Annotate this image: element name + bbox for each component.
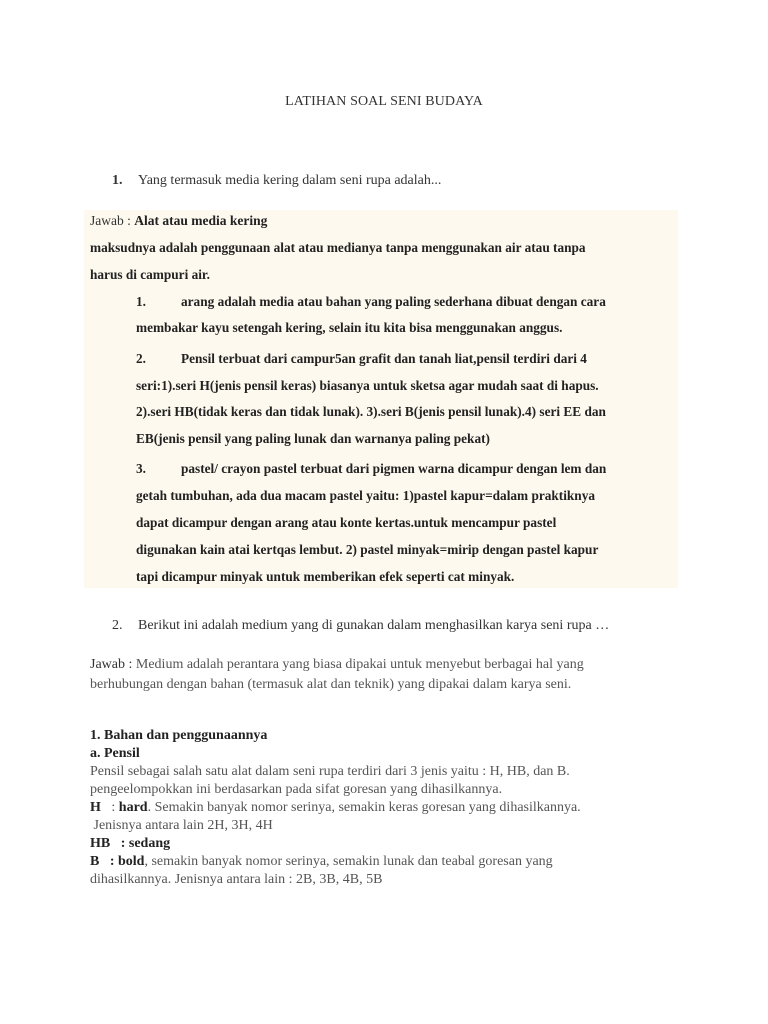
answer-1-item-line: EB(jenis pensil yang paling lunak dan warnanya paling pekat) (136, 431, 490, 446)
answer-1-item-line: Pensil terbuat dari campur5an grafit dan tanah liat,pensil terdiri dari 4 (181, 351, 587, 366)
pencil-type-h-examples: Jenisnya antara lain 2H, 3H, 4H (90, 818, 273, 833)
pencil-desc: . Semakin banyak nomor serinya, semakin keras goresan yang dihasilkannya. (147, 800, 581, 815)
question-1 (112, 173, 441, 189)
section-paragraph: pengeelompokkan ini berdasarkan pada sifat goresan yang dihasilkannya. (90, 782, 503, 797)
pencil-term: hard (118, 800, 148, 815)
answer-label: Jawab : (90, 213, 135, 228)
answer-1-line: harus di campuri air. (90, 267, 210, 282)
pencil-key: H (90, 800, 101, 815)
section-subheading: a. Pensil (90, 746, 140, 761)
answer-1-item-line: pastel/ crayon pastel terbuat dari pigmen warna dicampur dengan lem dan (181, 461, 607, 476)
answer-1-item-line: dapat dicampur dengan arang atau konte kertas.untuk mencampur pastel (136, 515, 557, 530)
answer-1-heading (90, 213, 267, 229)
question-text: Yang termasuk media kering dalam seni rupa adalah... (138, 173, 442, 188)
pencil-type-b-examples: dihasilkannya. Jenisnya antara lain : 2B, 3B, 4B, 5B (90, 872, 383, 887)
question-number: 1. (112, 173, 123, 188)
answer-label: Jawab : (90, 657, 136, 672)
pencil-separator: : (100, 800, 119, 815)
answer-1-item-number: 1. (136, 294, 146, 309)
pencil-desc: , semakin banyak nomor serinya, semakin lunak dan teabal goresan yang (144, 854, 553, 869)
section-heading: 1. Bahan dan penggunaannya (90, 728, 268, 743)
answer-1-item-line: digunakan kain atai kertqas lembut. 2) pastel minyak=mirip dengan pastel kapur (136, 542, 599, 557)
answer-1-item-line: arang adalah media atau bahan yang paling sederhana dibuat dengan cara (181, 294, 606, 309)
answer-2-line (90, 657, 584, 673)
question-text: Berikut ini adalah medium yang di gunakan dalam menghasilkan karya seni rupa … (138, 618, 610, 633)
section-paragraph: Pensil sebagai salah satu alat dalam seni rupa terdiri dari 3 jenis yaitu : H, HB, dan B. (90, 764, 570, 779)
question-number: 2. (112, 618, 123, 633)
answer-heading: Alat atau media kering (134, 213, 268, 228)
answer-1-item-line: 2).seri HB(tidak keras dan tidak lunak). 3).seri B(jenis pensil lunak).4) seri EE dan (136, 404, 606, 419)
answer-2-text: Medium adalah perantara yang biasa dipakai untuk menyebut berbagai hal yang (135, 657, 584, 672)
answer-1-item-number: 2. (136, 351, 146, 366)
answer-1-item-number: 3. (136, 461, 146, 476)
answer-1-item-line: tapi dicampur minyak untuk memberikan efek seperti cat minyak. (136, 569, 515, 584)
answer-2-line: berhubungan dengan bahan (termasuk alat dan teknik) yang dipakai dalam karya seni. (90, 677, 572, 692)
question-2 (112, 618, 609, 634)
pencil-type-b (90, 854, 553, 870)
pencil-type-h (90, 800, 581, 816)
answer-1-line: maksudnya adalah penggunaan alat atau medianya tanpa menggunakan air atau tanpa (90, 240, 586, 255)
pencil-type-hb: HB : sedang (90, 836, 171, 851)
answer-1-item-line: seri:1).seri H(jenis pensil keras) biasanya untuk sketsa agar mudah saat di hapus. (136, 378, 599, 393)
page-title: LATIHAN SOAL SENI BUDAYA (285, 94, 483, 109)
pencil-key: B : bold (90, 854, 145, 869)
answer-1-item-line: getah tumbuhan, ada dua macam pastel yaitu: 1)pastel kapur=dalam praktiknya (136, 488, 596, 503)
answer-1-item-line: membakar kayu setengah kering, selain itu kita bisa menggunakan anggus. (136, 320, 563, 335)
